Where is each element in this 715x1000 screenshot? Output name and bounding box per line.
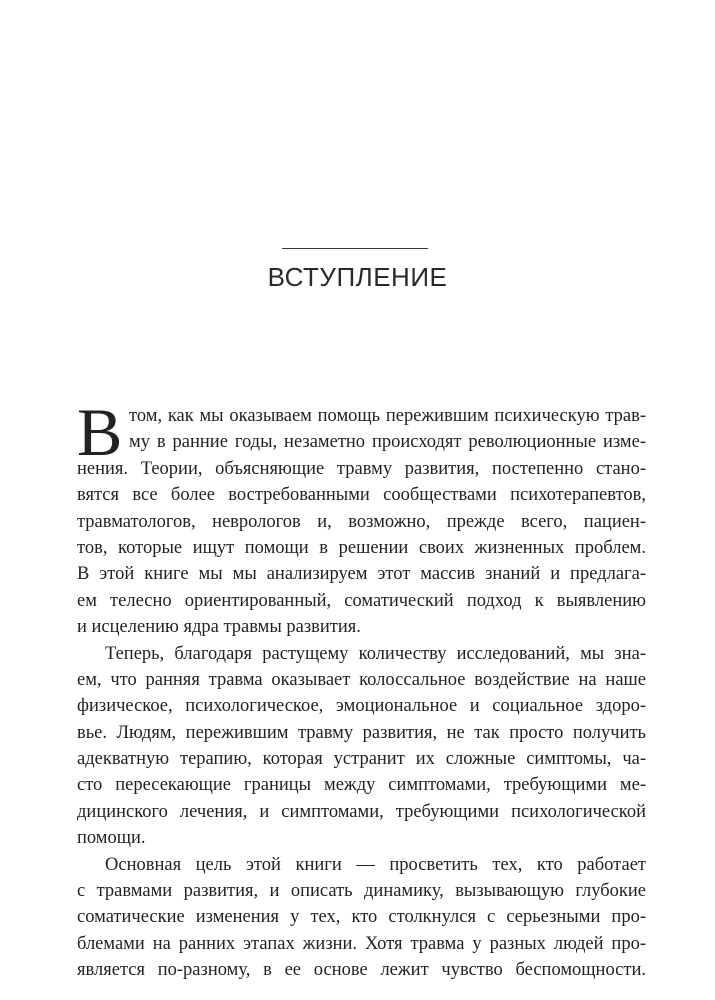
text-line: му в ранние годы, незаметно происходят революционные изме- xyxy=(129,432,646,453)
text-line: адекватную терапию, которая устранит их сложные симптомы, ча- xyxy=(77,749,646,770)
text-line: соматические изменения у тех, кто столкнулся с серьезными про- xyxy=(77,907,646,928)
paragraph-2 xyxy=(77,641,646,852)
chapter-title: ВСТУПЛЕНИЕ xyxy=(267,262,448,292)
text-line: дицинского лечения, и симптомами, требующими психологической xyxy=(77,801,646,822)
text-line: блемами на ранних этапах жизни. Хотя травма у разных людей про- xyxy=(77,933,646,954)
text-line: ем телесно ориентированный, соматический подход к выявлению xyxy=(77,590,646,611)
text-line: и исцелению ядра травмы развития. xyxy=(77,617,361,638)
chapter-rule xyxy=(282,248,428,249)
paragraph-1 xyxy=(77,394,646,641)
text-line: В этой книге мы мы анализируем этот массив знаний и предлага- xyxy=(77,564,646,585)
paragraph-3 xyxy=(77,852,646,984)
text-line: физическое, психологическое, эмоциональное и социальное здоро- xyxy=(77,696,646,717)
text-line: вье. Людям, пережившим травму развития, не так просто получить xyxy=(77,722,646,743)
text-line: помощи. xyxy=(77,828,146,849)
body-text xyxy=(77,394,646,984)
text-line: тов, которые ищут помощи в решении своих жизненных проблем. xyxy=(77,537,646,558)
text-line: вятся все более востребованными сообществами психотерапевтов, xyxy=(77,485,646,506)
text-line: являeтся по-разному, в ее основе лежит чувство беспомощности. xyxy=(77,960,646,981)
text-line: сто пересекающие границы между симптомами, требующими ме- xyxy=(77,775,646,796)
text-line: нения. Теории, объясняющие травму развития, постепенно стано- xyxy=(77,458,646,479)
text-line: Основная цель этой книги — просветить тех, кто работает xyxy=(105,854,646,875)
text-line: ем, что ранняя травма оказывает колоссальное воздействие на наше xyxy=(77,669,646,690)
text-line: травматологов, неврологов и, возможно, прежде всего, пациен- xyxy=(77,511,646,532)
drop-cap: В xyxy=(77,394,123,470)
text-line: том, как мы оказываем помощь пережившим психическую трав- xyxy=(129,406,646,426)
text-line: Теперь, благодаря растущему количеству исследований, мы зна- xyxy=(105,643,646,664)
text-line: с травмами развития, и описать динамику, вызывающую глубокие xyxy=(77,881,646,902)
